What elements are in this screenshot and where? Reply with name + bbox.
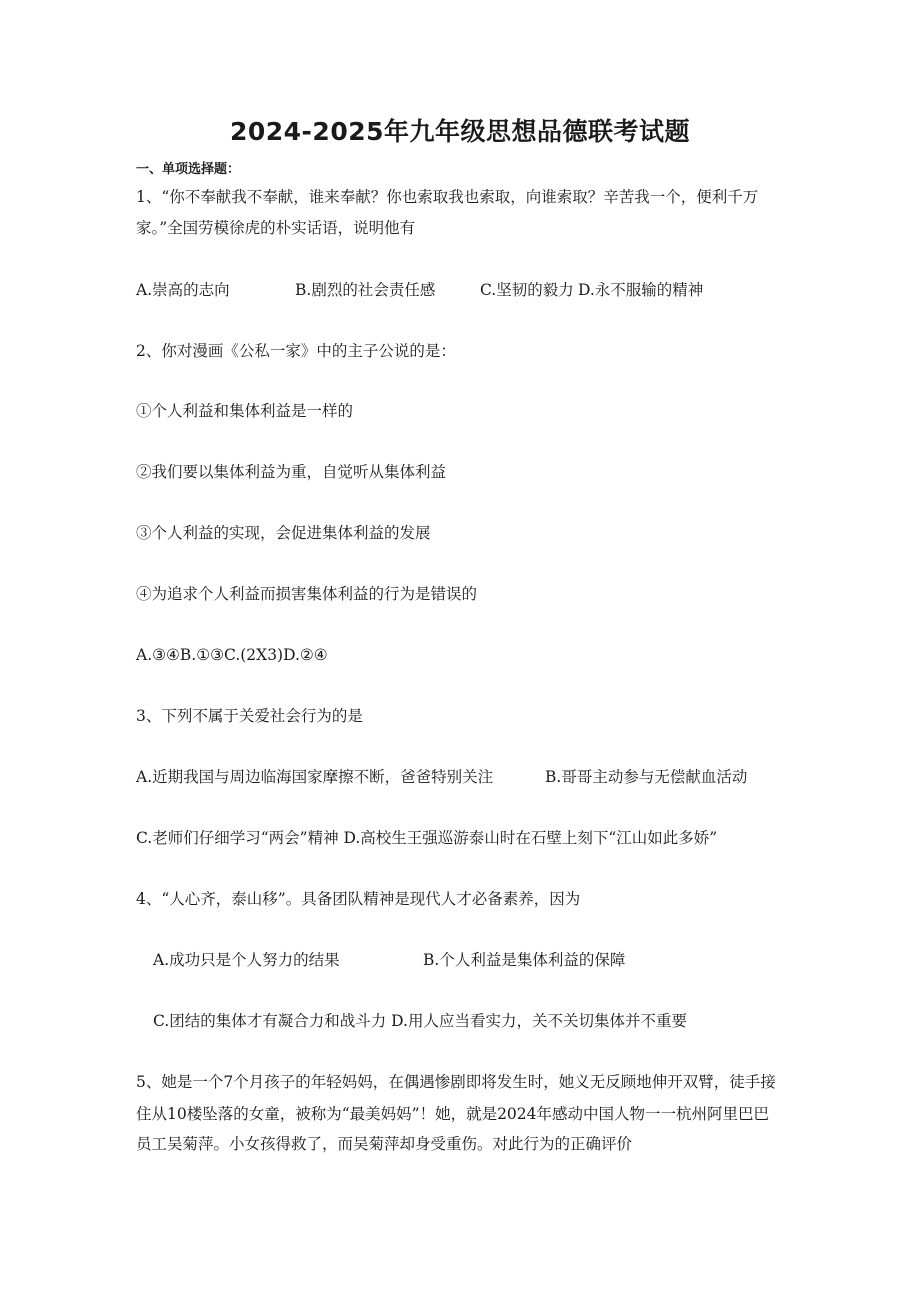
q3-option-b: B.哥哥主动参与无偿献血活动 <box>545 768 748 786</box>
q5-stem-line1: 5、她是一个7个月孩子的年轻妈妈，在偶遇惨剧即将发生时，她义无反顾地伸开双臂，徒手接 <box>136 1073 776 1091</box>
q1-option-b: B.剧烈的社会责任感 <box>295 281 436 299</box>
q1-option-a: A.崇高的志向 <box>136 281 230 299</box>
section-heading: 一、单项选择题： <box>136 162 241 177</box>
q1-option-d: D.永不服输的精神 <box>578 281 704 299</box>
q5-stem-line2: 住从10楼坠落的女童，被称为“最美妈妈”！她，就是2024年感动中国人物一一杭州阿里巴巴 <box>136 1105 770 1123</box>
q4-stem: 4、“人心齐，泰山移”。具备团队精神是现代人才必备素养，因为 <box>136 890 581 908</box>
q3-stem: 3、下列不属于关爱社会行为的是 <box>136 707 363 725</box>
q2-item-4: ④为追求个人利益而损害集体利益的行为是错误的 <box>136 585 478 603</box>
q2-item-2: ②我们要以集体利益为重，自觉听从集体利益 <box>136 463 447 481</box>
q2-options: A.③④B.①③C.(2X3)D.②④ <box>136 646 328 664</box>
q1-option-c: C.坚韧的毅力 <box>480 281 574 299</box>
q1-stem-line1: 1、“你不奉献我不奉献，谁来奉献？你也索取我也索取，向谁索取？辛苦我一个，便利千万 <box>136 188 759 206</box>
q3-option-cd: C.老师们仔细学习“两会”精神 D.高校生王强巡游泰山时在石壁上刻下“江山如此多娇” <box>136 829 718 847</box>
q1-stem-line2: 家。”全国劳模徐虎的朴实话语，说明他有 <box>136 219 416 237</box>
q5-stem-line3: 员工吴菊萍。小女孩得救了，而吴菊萍却身受重伤。对此行为的正确评价 <box>136 1135 633 1153</box>
q3-option-a: A.近期我国与周边临海国家摩擦不断，爸爸特别关注 <box>136 768 494 786</box>
q4-option-cd: C.团结的集体才有凝合力和战斗力 D.用人应当看实力，关不关切集体并不重要 <box>153 1012 687 1030</box>
q2-item-1: ①个人利益和集体利益是一样的 <box>136 402 354 420</box>
q2-stem: 2、你对漫画《公私一家》中的主子公说的是： <box>136 342 456 360</box>
q4-option-b: B.个人利益是集体利益的保障 <box>423 951 626 969</box>
q4-option-a: A.成功只是个人努力的结果 <box>153 951 340 969</box>
page-title: 2024-2025年九年级思想品德联考试题 <box>229 117 691 146</box>
q2-item-3: ③个人利益的实现，会促进集体利益的发展 <box>136 524 431 542</box>
